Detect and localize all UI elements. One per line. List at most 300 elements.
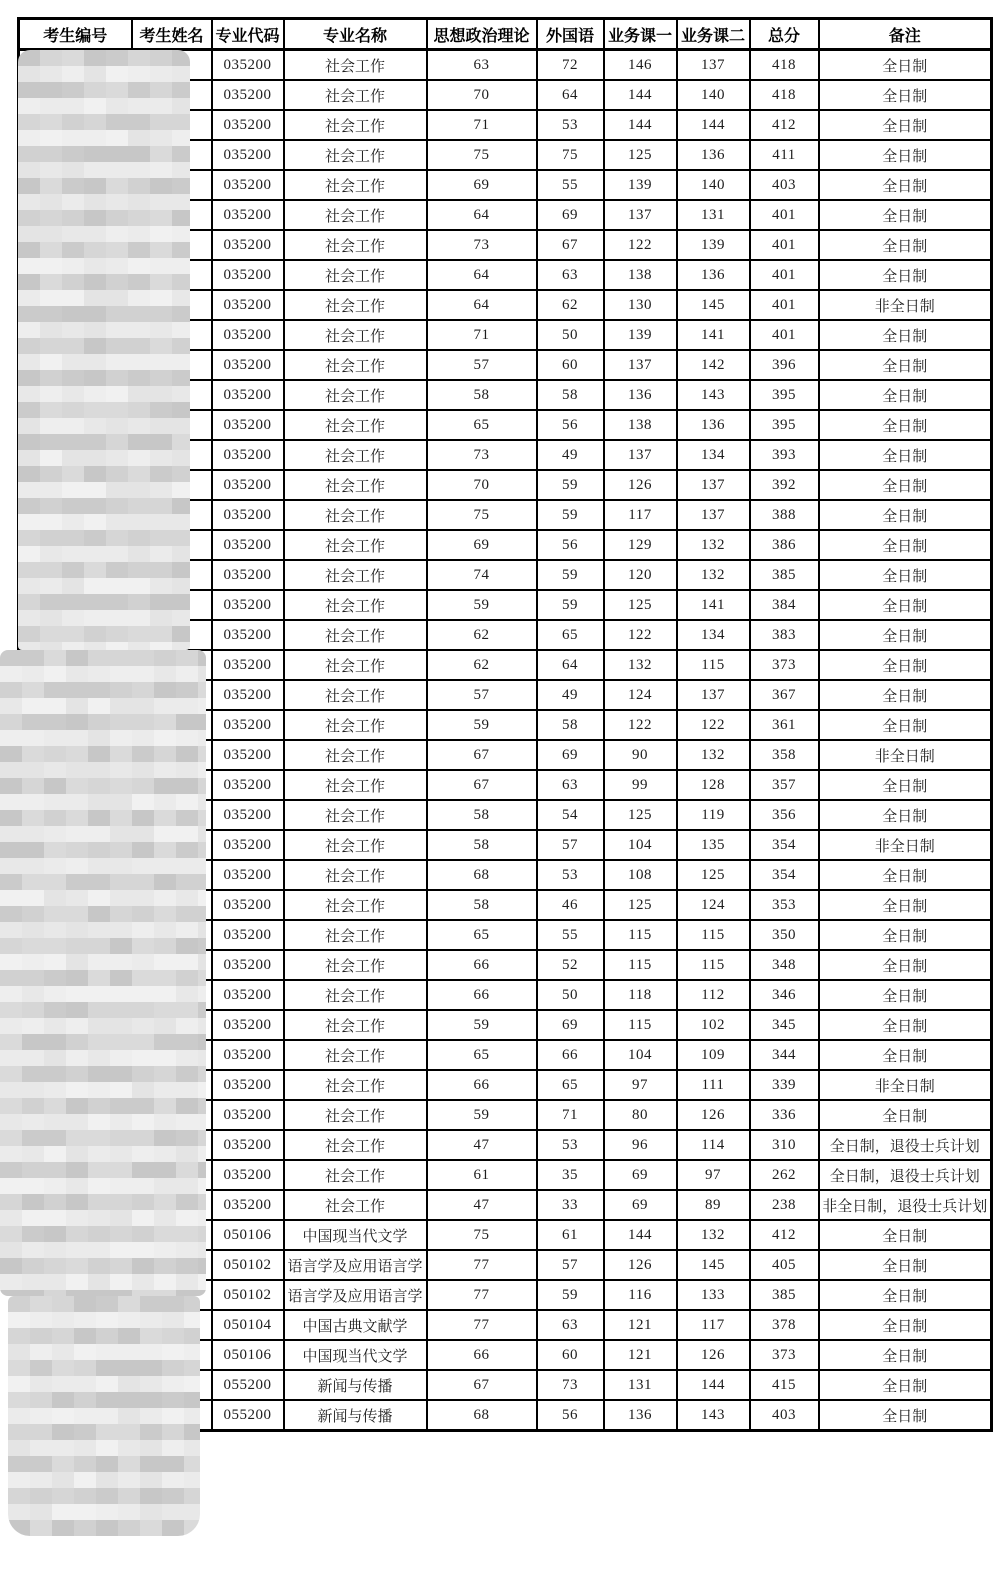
- remark-cell: 全日制: [819, 980, 992, 1010]
- candidate-name-cell: [132, 980, 212, 1010]
- course1-score-cell: 104: [604, 1040, 677, 1070]
- foreign-language-score-cell: 54: [537, 800, 604, 830]
- total-score-cell: 385: [750, 560, 819, 590]
- major-code-cell: 035200: [212, 1190, 284, 1220]
- major-code-cell: 035200: [212, 500, 284, 530]
- remark-cell: 全日制: [819, 1340, 992, 1370]
- major-code-cell: 050102: [212, 1250, 284, 1280]
- foreign-language-score-cell: 63: [537, 260, 604, 290]
- total-score-cell: 378: [750, 1310, 819, 1340]
- mosaic-pixel: [162, 1456, 184, 1472]
- major-code-cell: 035200: [212, 950, 284, 980]
- major-code-cell: 035200: [212, 440, 284, 470]
- politics-score-cell: 57: [427, 350, 537, 380]
- candidate-id-cell: [19, 1160, 132, 1190]
- table-row: [19, 1310, 992, 1340]
- candidate-id-cell: [19, 710, 132, 740]
- table-row: [19, 650, 992, 680]
- mosaic-pixel: [74, 1456, 96, 1472]
- course2-score-cell: 128: [677, 770, 750, 800]
- candidate-id-cell: [19, 800, 132, 830]
- politics-score-cell: 58: [427, 380, 537, 410]
- total-score-cell: 401: [750, 290, 819, 320]
- foreign-language-score-cell: 69: [537, 1010, 604, 1040]
- course2-score-cell: 132: [677, 530, 750, 560]
- major-name-cell: 社会工作: [284, 500, 427, 530]
- candidate-name-cell: [132, 320, 212, 350]
- remark-cell: 全日制: [819, 800, 992, 830]
- remark-cell: 全日制: [819, 1400, 992, 1431]
- table-row: [19, 380, 992, 410]
- column-header-major-name: 专业名称: [284, 19, 427, 50]
- candidate-name-cell: [132, 170, 212, 200]
- course1-score-cell: 139: [604, 170, 677, 200]
- mosaic-pixel: [52, 1488, 74, 1504]
- total-score-cell: 385: [750, 1280, 819, 1310]
- table-row: [19, 1370, 992, 1400]
- major-name-cell: 中国古典文献学: [284, 1310, 427, 1340]
- table-row: [19, 1160, 992, 1190]
- course2-score-cell: 114: [677, 1130, 750, 1160]
- major-code-cell: 035200: [212, 620, 284, 650]
- total-score-cell: 392: [750, 470, 819, 500]
- politics-score-cell: 75: [427, 500, 537, 530]
- remark-cell: 全日制: [819, 950, 992, 980]
- politics-score-cell: 73: [427, 230, 537, 260]
- politics-score-cell: 59: [427, 1010, 537, 1040]
- candidate-name-cell: [132, 950, 212, 980]
- course1-score-cell: 116: [604, 1280, 677, 1310]
- foreign-language-score-cell: 59: [537, 590, 604, 620]
- column-header-candidate-id: 考生编号: [19, 19, 132, 50]
- column-header-total-score: 总分: [750, 19, 819, 50]
- foreign-language-score-cell: 57: [537, 830, 604, 860]
- table-row: [19, 590, 992, 620]
- candidate-id-cell: [19, 350, 132, 380]
- major-code-cell: 035200: [212, 50, 284, 81]
- table-row: [19, 50, 992, 81]
- course1-score-cell: 137: [604, 200, 677, 230]
- major-name-cell: 社会工作: [284, 1130, 427, 1160]
- course2-score-cell: 119: [677, 800, 750, 830]
- total-score-cell: 411: [750, 140, 819, 170]
- remark-cell: 全日制: [819, 650, 992, 680]
- foreign-language-score-cell: 56: [537, 1400, 604, 1431]
- mosaic-pixel: [8, 1504, 30, 1520]
- major-name-cell: 社会工作: [284, 1010, 427, 1040]
- mosaic-pixel: [30, 1504, 52, 1520]
- politics-score-cell: 47: [427, 1130, 537, 1160]
- candidate-name-cell: [132, 1250, 212, 1280]
- course1-score-cell: 126: [604, 1250, 677, 1280]
- course2-score-cell: 142: [677, 350, 750, 380]
- politics-score-cell: 62: [427, 650, 537, 680]
- mosaic-pixel: [74, 1440, 96, 1456]
- course2-score-cell: 137: [677, 50, 750, 81]
- candidate-name-cell: [132, 770, 212, 800]
- candidate-id-cell: [19, 860, 132, 890]
- remark-cell: 全日制，退役士兵计划: [819, 1160, 992, 1190]
- major-name-cell: 社会工作: [284, 530, 427, 560]
- course1-score-cell: 125: [604, 890, 677, 920]
- candidate-name-cell: [132, 650, 212, 680]
- column-header-course2-score: 业务课二: [677, 19, 750, 50]
- candidate-id-cell: [19, 980, 132, 1010]
- mosaic-pixel: [96, 1504, 118, 1520]
- total-score-cell: 386: [750, 530, 819, 560]
- course1-score-cell: 118: [604, 980, 677, 1010]
- candidate-name-cell: [132, 1070, 212, 1100]
- candidate-id-cell: [19, 1220, 132, 1250]
- major-code-cell: 035200: [212, 110, 284, 140]
- candidate-name-cell: [132, 890, 212, 920]
- major-name-cell: 社会工作: [284, 1070, 427, 1100]
- course1-score-cell: 122: [604, 710, 677, 740]
- candidate-name-cell: [132, 380, 212, 410]
- foreign-language-score-cell: 49: [537, 680, 604, 710]
- course2-score-cell: 133: [677, 1280, 750, 1310]
- table-row: [19, 1340, 992, 1370]
- course2-score-cell: 137: [677, 470, 750, 500]
- table-row: [19, 770, 992, 800]
- major-name-cell: 社会工作: [284, 80, 427, 110]
- course2-score-cell: 131: [677, 200, 750, 230]
- remark-cell: 全日制: [819, 1220, 992, 1250]
- course1-score-cell: 69: [604, 1160, 677, 1190]
- major-name-cell: 社会工作: [284, 740, 427, 770]
- foreign-language-score-cell: 52: [537, 950, 604, 980]
- remark-cell: 非全日制: [819, 1070, 992, 1100]
- mosaic-pixel: [74, 1520, 96, 1536]
- mosaic-pixel: [52, 1440, 74, 1456]
- mosaic-pixel: [184, 1488, 200, 1504]
- politics-score-cell: 58: [427, 830, 537, 860]
- remark-cell: 全日制: [819, 710, 992, 740]
- total-score-cell: 344: [750, 1040, 819, 1070]
- table-row: [19, 1400, 992, 1431]
- foreign-language-score-cell: 65: [537, 620, 604, 650]
- course2-score-cell: 126: [677, 1340, 750, 1370]
- candidate-id-cell: [19, 1190, 132, 1220]
- table-row: [19, 1100, 992, 1130]
- mosaic-pixel: [162, 1472, 184, 1488]
- course1-score-cell: 132: [604, 650, 677, 680]
- major-name-cell: 社会工作: [284, 650, 427, 680]
- politics-score-cell: 59: [427, 1100, 537, 1130]
- total-score-cell: 401: [750, 320, 819, 350]
- major-code-cell: 035200: [212, 800, 284, 830]
- major-name-cell: 社会工作: [284, 290, 427, 320]
- mosaic-pixel: [96, 1488, 118, 1504]
- foreign-language-score-cell: 69: [537, 200, 604, 230]
- mosaic-pixel: [140, 1504, 162, 1520]
- major-code-cell: 035200: [212, 80, 284, 110]
- candidate-name-cell: [132, 1370, 212, 1400]
- total-score-cell: 356: [750, 800, 819, 830]
- foreign-language-score-cell: 64: [537, 650, 604, 680]
- total-score-cell: 373: [750, 1340, 819, 1370]
- major-code-cell: 055200: [212, 1370, 284, 1400]
- candidate-id-cell: [19, 170, 132, 200]
- candidate-id-cell: [19, 470, 132, 500]
- remark-cell: 全日制: [819, 230, 992, 260]
- politics-score-cell: 65: [427, 410, 537, 440]
- table-row: [19, 80, 992, 110]
- candidate-name-cell: [132, 200, 212, 230]
- candidate-id-cell: [19, 230, 132, 260]
- candidate-name-cell: [132, 560, 212, 590]
- course2-score-cell: 145: [677, 1250, 750, 1280]
- politics-score-cell: 71: [427, 110, 537, 140]
- foreign-language-score-cell: 66: [537, 1040, 604, 1070]
- table-row: [19, 500, 992, 530]
- candidate-name-cell: [132, 860, 212, 890]
- course1-score-cell: 99: [604, 770, 677, 800]
- remark-cell: 非全日制，退役士兵计划: [819, 1190, 992, 1220]
- table-row: [19, 440, 992, 470]
- course1-score-cell: 136: [604, 380, 677, 410]
- candidate-id-cell: [19, 1250, 132, 1280]
- course1-score-cell: 136: [604, 1400, 677, 1431]
- candidate-name-cell: [132, 920, 212, 950]
- candidate-id-cell: [19, 1310, 132, 1340]
- course1-score-cell: 125: [604, 590, 677, 620]
- major-code-cell: 055200: [212, 1400, 284, 1431]
- table-row: [19, 1040, 992, 1070]
- table-row: [19, 710, 992, 740]
- table-row: [19, 170, 992, 200]
- total-score-cell: 393: [750, 440, 819, 470]
- candidate-id-cell: [19, 830, 132, 860]
- mosaic-pixel: [184, 1456, 200, 1472]
- candidate-id-cell: [19, 530, 132, 560]
- major-code-cell: 035200: [212, 710, 284, 740]
- candidate-name-cell: [132, 110, 212, 140]
- table-row: [19, 680, 992, 710]
- mosaic-pixel: [74, 1488, 96, 1504]
- table-row: [19, 1250, 992, 1280]
- course2-score-cell: 136: [677, 140, 750, 170]
- candidate-id-cell: [19, 410, 132, 440]
- foreign-language-score-cell: 69: [537, 740, 604, 770]
- candidate-name-cell: [132, 830, 212, 860]
- mosaic-pixel: [140, 1488, 162, 1504]
- mosaic-pixel: [162, 1520, 184, 1536]
- total-score-cell: 401: [750, 230, 819, 260]
- major-name-cell: 社会工作: [284, 800, 427, 830]
- remark-cell: 全日制: [819, 620, 992, 650]
- candidate-name-cell: [132, 1040, 212, 1070]
- course1-score-cell: 121: [604, 1340, 677, 1370]
- major-code-cell: 035200: [212, 290, 284, 320]
- candidate-name-cell: [132, 80, 212, 110]
- politics-score-cell: 77: [427, 1280, 537, 1310]
- column-header-major-code: 专业代码: [212, 19, 284, 50]
- foreign-language-score-cell: 64: [537, 80, 604, 110]
- mosaic-pixel: [118, 1456, 140, 1472]
- total-score-cell: 354: [750, 860, 819, 890]
- mosaic-pixel: [118, 1504, 140, 1520]
- course2-score-cell: 124: [677, 890, 750, 920]
- remark-cell: 全日制: [819, 80, 992, 110]
- total-score-cell: 348: [750, 950, 819, 980]
- mosaic-pixel: [8, 1456, 30, 1472]
- total-score-cell: 395: [750, 410, 819, 440]
- course2-score-cell: 115: [677, 950, 750, 980]
- course2-score-cell: 136: [677, 260, 750, 290]
- candidate-name-cell: [132, 140, 212, 170]
- candidate-name-cell: [132, 260, 212, 290]
- mosaic-pixel: [162, 1504, 184, 1520]
- politics-score-cell: 66: [427, 1070, 537, 1100]
- major-name-cell: 新闻与传播: [284, 1370, 427, 1400]
- politics-score-cell: 74: [427, 560, 537, 590]
- politics-score-cell: 64: [427, 200, 537, 230]
- foreign-language-score-cell: 46: [537, 890, 604, 920]
- candidate-id-cell: [19, 1340, 132, 1370]
- major-code-cell: 035200: [212, 530, 284, 560]
- major-name-cell: 社会工作: [284, 200, 427, 230]
- course2-score-cell: 122: [677, 710, 750, 740]
- table-row: [19, 200, 992, 230]
- foreign-language-score-cell: 63: [537, 770, 604, 800]
- candidate-id-cell: [19, 1100, 132, 1130]
- major-name-cell: 社会工作: [284, 230, 427, 260]
- course1-score-cell: 144: [604, 110, 677, 140]
- candidate-id-cell: [19, 1040, 132, 1070]
- major-code-cell: 035200: [212, 1070, 284, 1100]
- total-score-cell: 345: [750, 1010, 819, 1040]
- table-row: [19, 290, 992, 320]
- course1-score-cell: 138: [604, 410, 677, 440]
- table-row: [19, 920, 992, 950]
- major-code-cell: 035200: [212, 890, 284, 920]
- course1-score-cell: 104: [604, 830, 677, 860]
- foreign-language-score-cell: 60: [537, 1340, 604, 1370]
- course1-score-cell: 90: [604, 740, 677, 770]
- candidate-name-cell: [132, 710, 212, 740]
- foreign-language-score-cell: 49: [537, 440, 604, 470]
- foreign-language-score-cell: 55: [537, 170, 604, 200]
- mosaic-pixel: [8, 1472, 30, 1488]
- column-header-candidate-name: 考生姓名: [132, 19, 212, 50]
- table-row: [19, 350, 992, 380]
- politics-score-cell: 61: [427, 1160, 537, 1190]
- total-score-cell: 401: [750, 200, 819, 230]
- mosaic-pixel: [52, 1456, 74, 1472]
- politics-score-cell: 71: [427, 320, 537, 350]
- table-row: [19, 980, 992, 1010]
- table-row: [19, 740, 992, 770]
- table-row: [19, 1190, 992, 1220]
- course2-score-cell: 132: [677, 560, 750, 590]
- candidate-name-cell: [132, 680, 212, 710]
- candidate-id-cell: [19, 320, 132, 350]
- course2-score-cell: 136: [677, 410, 750, 440]
- major-name-cell: 社会工作: [284, 830, 427, 860]
- mosaic-pixel: [118, 1488, 140, 1504]
- course2-score-cell: 141: [677, 590, 750, 620]
- politics-score-cell: 69: [427, 530, 537, 560]
- major-code-cell: 035200: [212, 170, 284, 200]
- candidate-name-cell: [132, 1400, 212, 1431]
- politics-score-cell: 67: [427, 740, 537, 770]
- table-row: [19, 860, 992, 890]
- course1-score-cell: 97: [604, 1070, 677, 1100]
- course1-score-cell: 129: [604, 530, 677, 560]
- candidate-name-cell: [132, 1010, 212, 1040]
- major-code-cell: 035200: [212, 1010, 284, 1040]
- course1-score-cell: 122: [604, 620, 677, 650]
- major-code-cell: 035200: [212, 1040, 284, 1070]
- course2-score-cell: 134: [677, 440, 750, 470]
- remark-cell: 全日制: [819, 1040, 992, 1070]
- course2-score-cell: 140: [677, 170, 750, 200]
- mosaic-pixel: [96, 1456, 118, 1472]
- major-name-cell: 社会工作: [284, 890, 427, 920]
- total-score-cell: 367: [750, 680, 819, 710]
- major-code-cell: 035200: [212, 560, 284, 590]
- candidate-id-cell: [19, 1010, 132, 1040]
- course1-score-cell: 139: [604, 320, 677, 350]
- course2-score-cell: 117: [677, 1310, 750, 1340]
- total-score-cell: 361: [750, 710, 819, 740]
- foreign-language-score-cell: 72: [537, 50, 604, 81]
- table-row: [19, 1010, 992, 1040]
- foreign-language-score-cell: 53: [537, 110, 604, 140]
- remark-cell: 全日制: [819, 170, 992, 200]
- mosaic-pixel: [162, 1440, 184, 1456]
- major-name-cell: 社会工作: [284, 380, 427, 410]
- remark-cell: 全日制: [819, 410, 992, 440]
- mosaic-pixel: [118, 1520, 140, 1536]
- foreign-language-score-cell: 63: [537, 1310, 604, 1340]
- mosaic-pixel: [140, 1472, 162, 1488]
- major-name-cell: 社会工作: [284, 620, 427, 650]
- candidate-id-cell: [19, 80, 132, 110]
- course2-score-cell: 102: [677, 1010, 750, 1040]
- major-code-cell: 050104: [212, 1310, 284, 1340]
- candidate-id-cell: [19, 560, 132, 590]
- score-table: [17, 17, 993, 1432]
- politics-score-cell: 67: [427, 770, 537, 800]
- candidate-name-cell: [132, 530, 212, 560]
- foreign-language-score-cell: 53: [537, 1130, 604, 1160]
- foreign-language-score-cell: 55: [537, 920, 604, 950]
- course2-score-cell: 126: [677, 1100, 750, 1130]
- foreign-language-score-cell: 73: [537, 1370, 604, 1400]
- remark-cell: 全日制: [819, 920, 992, 950]
- table-row: [19, 1070, 992, 1100]
- politics-score-cell: 77: [427, 1310, 537, 1340]
- remark-cell: 全日制: [819, 140, 992, 170]
- major-code-cell: 035200: [212, 650, 284, 680]
- major-name-cell: 社会工作: [284, 1190, 427, 1220]
- major-code-cell: 035200: [212, 140, 284, 170]
- major-code-cell: 035200: [212, 200, 284, 230]
- total-score-cell: 336: [750, 1100, 819, 1130]
- remark-cell: 全日制: [819, 50, 992, 81]
- remark-cell: 全日制: [819, 1100, 992, 1130]
- candidate-id-cell: [19, 890, 132, 920]
- course2-score-cell: 145: [677, 290, 750, 320]
- column-header-politics-score: 思想政治理论: [427, 19, 537, 50]
- course2-score-cell: 125: [677, 860, 750, 890]
- total-score-cell: 412: [750, 110, 819, 140]
- remark-cell: 全日制: [819, 1310, 992, 1340]
- major-name-cell: 社会工作: [284, 770, 427, 800]
- major-name-cell: 社会工作: [284, 950, 427, 980]
